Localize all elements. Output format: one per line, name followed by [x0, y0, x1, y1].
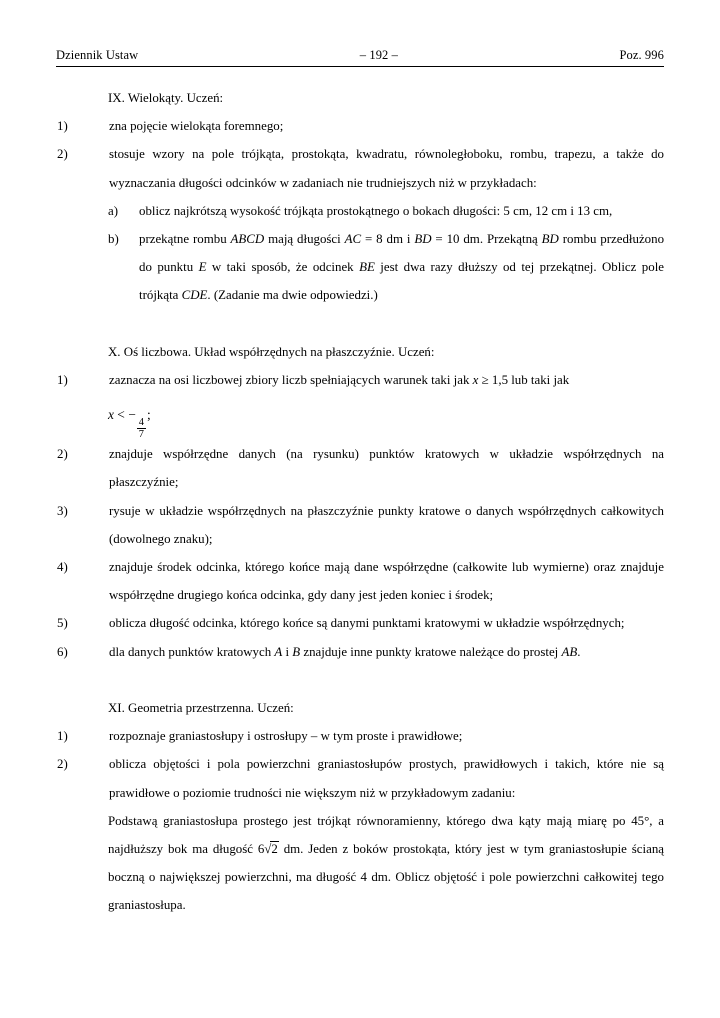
sublist-marker: a) [108, 203, 119, 218]
text-fragment: . (Zadanie ma dwie odpowiedzi.) [207, 288, 378, 303]
sublist-item-text: oblicz najkrótszą wysokość trójkąta prostokątnego o bokach długości: 5 cm, 12 cm i 13 cm, [139, 203, 613, 218]
list-item-x-1 [56, 366, 664, 394]
math-variable: E [198, 260, 207, 275]
header-item-reference: Poz. 996 [619, 48, 664, 62]
math-terminator: ; [146, 407, 151, 423]
running-header [56, 48, 664, 67]
example-task-paragraph [56, 807, 664, 920]
list-marker: 6) [57, 644, 68, 659]
list-item-text: zna pojęcie wielokąta foremnego; [109, 119, 284, 134]
math-variable: A [274, 644, 283, 659]
list-item-xi-2 [56, 750, 664, 806]
text-fragment: rombu przedłużono do punktu [139, 232, 665, 275]
fraction-denominator: 7 [138, 428, 144, 440]
text-fragment: . [577, 644, 581, 659]
sublist-marker: b) [108, 232, 119, 247]
text-fragment: = 10 dm. Przekątną [431, 232, 542, 247]
fraction-numerator: 4 [138, 416, 144, 428]
text-fragment: = 8 dm i [361, 232, 415, 247]
list-item-text: znajduje współrzędne danych (na rysunku) punktów kratowych w układzie współrzędnych na płaszczyźnie; [109, 447, 664, 490]
list-item-x-5 [56, 609, 664, 637]
math-variable: BD [414, 232, 432, 247]
text-fragment: zaznacza na osi liczbowej zbiory liczb spełniających warunek taki jak [109, 373, 473, 388]
text-fragment: dla danych punktów kratowych [109, 644, 275, 659]
list-item-text [109, 366, 664, 394]
math-variable: BE [359, 260, 375, 275]
list-marker: 3) [57, 503, 68, 518]
math-variable: ABCD [230, 232, 265, 247]
list-item-x-4 [56, 553, 664, 609]
section-heading-xi: XI. Geometria przestrzenna. Uczeń: [108, 700, 294, 715]
page-number: – 192 – [359, 48, 398, 62]
section-spacer [56, 666, 664, 694]
math-variable: BD [541, 232, 559, 247]
sublist-item-ix-2-b [56, 225, 664, 310]
sublist-item-ix-2-a [56, 197, 664, 225]
list-item-text: stosuje wzory na pole trójkąta, prostokąta, kwadratu, równoległoboku, rombu, trapezu, a także do wyznaczania długości odcinków w zadaniach nie trudniejszych niż w przykładach: [109, 147, 664, 190]
list-item-xi-1 [56, 722, 664, 750]
document-body [56, 84, 664, 920]
header-publication-title: Dziennik Ustaw [56, 48, 139, 62]
list-item-ix-2 [56, 140, 664, 196]
list-item-x-6 [56, 638, 664, 666]
section-heading-ix: IX. Wielokąty. Uczeń: [108, 91, 224, 105]
list-item-text [109, 638, 664, 666]
text-fragment: przekątne rombu [139, 232, 231, 247]
list-marker: 2) [57, 147, 68, 162]
list-marker: 4) [57, 559, 68, 574]
square-root-radicand: 2 [271, 841, 278, 856]
list-marker: 2) [57, 757, 68, 772]
math-inequality-fraction [56, 394, 664, 440]
square-root: √2 [264, 841, 278, 856]
section-heading-x: X. Oś liczbowa. Układ współrzędnych na płaszczyźnie. Uczeń: [108, 344, 435, 359]
list-item-x-3 [56, 497, 664, 553]
list-item-text: rozpoznaje graniastosłupy i ostrosłupy – w tym proste i prawidłowe; [109, 729, 463, 744]
math-variable: AC [344, 232, 362, 247]
list-marker: 5) [57, 616, 68, 631]
list-marker: 1) [57, 119, 68, 134]
list-item-x-2 [56, 440, 664, 496]
text-fragment: jest dwa razy dłuższy od tej przekątnej. Oblicz pole trójkąta [139, 260, 664, 303]
math-variable: x [472, 373, 479, 388]
text-fragment: Podstawą graniastosłupa prostego jest trójkąt równoramienny, którego dwa kąty mają miarę po 45°, a najdłuższy bok ma długość 6 [108, 813, 664, 856]
sublist-item-text [139, 225, 664, 310]
list-item-ix-1 [56, 112, 664, 140]
list-item-text: znajduje środek odcinka, którego końce mają dane współrzędne (całkowite lub wymierne) oraz znajduje współrzędne drugiego końca odcinka, gdy dany jest jeden koniec i środek; [109, 559, 664, 603]
list-marker: 1) [57, 373, 68, 388]
list-marker: 1) [57, 729, 68, 744]
math-variable: CDE [181, 288, 208, 303]
section-spacer [56, 310, 664, 338]
text-fragment: znajduje inne punkty kratowe należące do prostej [300, 644, 562, 659]
list-item-text: oblicza długość odcinka, którego końce są danymi punktami kratowymi w układzie współrzędnych; [109, 616, 625, 631]
math-variable: x [108, 407, 114, 423]
math-variable: B [292, 644, 301, 659]
math-relation: < − [113, 407, 136, 423]
text-fragment: mają długości [264, 232, 345, 247]
text-fragment: ≥ 1,5 lub taki jak [478, 373, 570, 388]
list-item-text: oblicza objętości i pola powierzchni graniastosłupów prostych, prawidłowych i takich, które nie są prawidłowe o poziomie trudności nie większym niż w przykładowym zadaniu: [109, 757, 664, 800]
list-marker: 2) [57, 447, 68, 462]
math-variable: AB [561, 644, 578, 659]
text-fragment: dm. Jeden z boków prostokąta, który jest w tym graniastosłupie ścianą boczną o największej powierzchni, ma długość 4 dm. Oblicz objętość i pole powierzchni całkowitej tego graniastosłupa. [108, 841, 664, 913]
text-fragment: i [282, 644, 293, 659]
fraction [137, 417, 146, 440]
text-fragment: w taki sposób, że odcinek [206, 260, 360, 275]
list-item-text: rysuje w układzie współrzędnych na płaszczyźnie punkty kratowe o danych współrzędnych całkowitych (dowolnego znaku); [109, 503, 664, 546]
